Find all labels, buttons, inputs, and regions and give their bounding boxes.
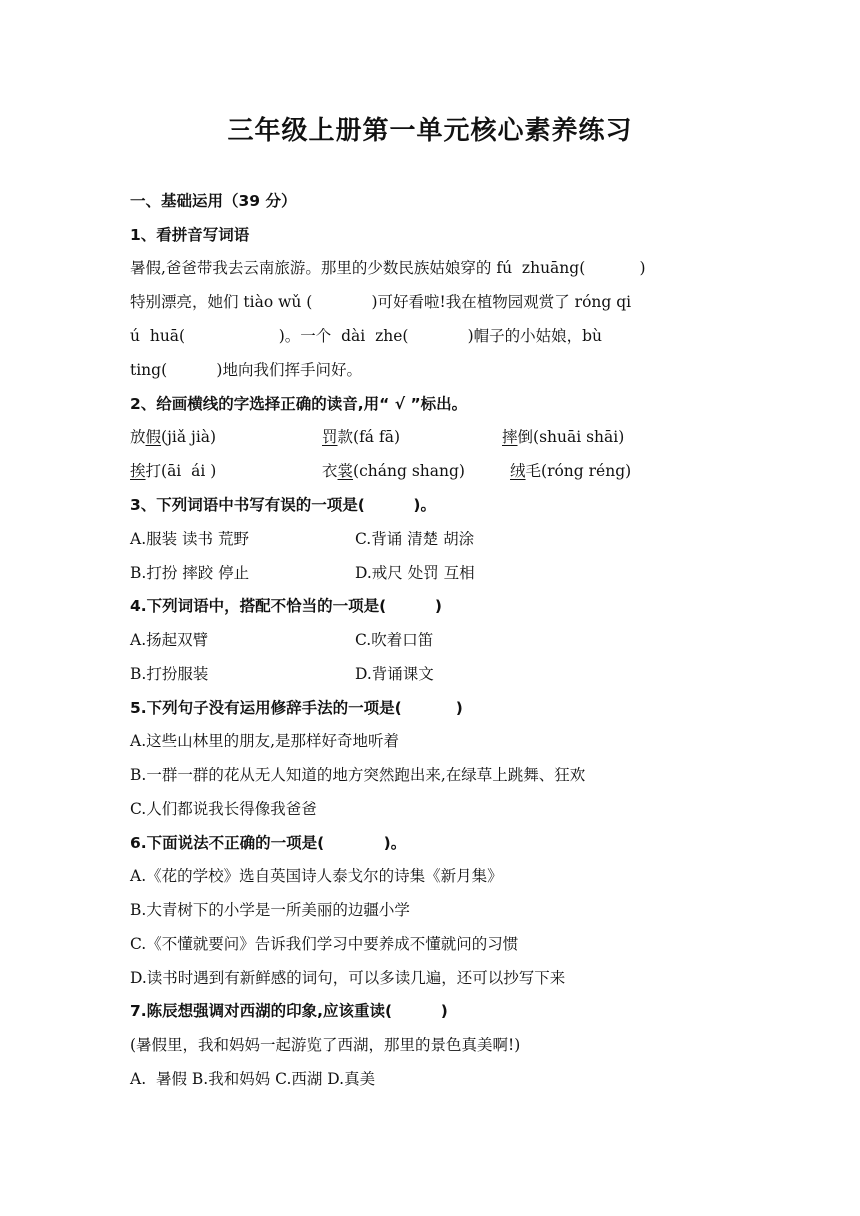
q6-option: A.《花的学校》选自英国诗人泰戈尔的诗集《新月集》: [130, 867, 503, 885]
q3-option: C.背诵 清楚 胡涂: [355, 530, 475, 548]
section-1-heading: 一、基础运用（39 分）: [130, 192, 297, 210]
q2-item: 绒毛(róng réng): [510, 462, 632, 480]
page-title: 三年级上册第一单元核心素养练习: [227, 116, 633, 146]
q2-heading: 2、给画横线的字选择正确的读音,用“ √ ”标出。: [130, 395, 468, 413]
q2-item: 放假(jiǎ jià): [130, 428, 217, 446]
q5-option: B.一群一群的花从无人知道的地方突然跑出来,在绿草上跳舞、狂欢: [130, 766, 586, 784]
q6-option: B.大青树下的小学是一所美丽的边疆小学: [130, 901, 410, 919]
q1-line-4: ting( )地向我们挥手问好。: [130, 361, 362, 379]
q4-option: D.背诵课文: [355, 665, 434, 683]
q2-item: 衣裳(cháng shang): [322, 462, 465, 480]
q3-option: A.服装 读书 荒野: [130, 530, 249, 548]
q6-heading: 6.下面说法不正确的一项是( )。: [130, 834, 407, 852]
q1-line-2: 特别漂亮，她们 tiào wǔ ( )可好看啦!我在植物园观赏了 róng qi: [130, 293, 632, 311]
q4-option: C.吹着口笛: [355, 631, 434, 649]
q4-heading: 4.下列词语中，搭配不恰当的一项是( ): [130, 597, 442, 615]
q3-heading: 3、下列词语中书写有误的一项是( )。: [130, 496, 437, 514]
q6-option: C.《不懂就要问》告诉我们学习中要养成不懂就问的习惯: [130, 935, 519, 953]
q4-option: B.打扮服装: [130, 665, 209, 683]
q5-heading: 5.下列句子没有运用修辞手法的一项是( ): [130, 699, 463, 717]
q3-option: B.打扮 摔跤 停止: [130, 564, 250, 582]
q2-item: 罚款(fá fā): [322, 428, 400, 446]
q7-options: A. 暑假 B.我和妈妈 C.西湖 D.真美: [130, 1070, 376, 1088]
q3-option: D.戒尺 处罚 互相: [355, 564, 475, 582]
q7-sentence: (暑假里，我和妈妈一起游览了西湖，那里的景色真美啊!): [130, 1036, 521, 1054]
q5-option: A.这些山林里的朋友,是那样好奇地听着: [130, 732, 400, 750]
q6-option: D.读书时遇到有新鲜感的词句，可以多读几遍，还可以抄写下来: [130, 969, 566, 987]
q7-heading: 7.陈辰想强调对西湖的印象,应该重读( ): [130, 1002, 448, 1020]
q1-heading: 1、看拼音写词语: [130, 226, 250, 244]
q2-item: 挨打(āi ái ): [130, 462, 217, 480]
q5-option: C.人们都说我长得像我爸爸: [130, 800, 317, 818]
q2-item: 摔倒(shuāi shāi): [502, 428, 625, 446]
q1-line-3: ú huā( )。一个 dài zhe( )帽子的小姑娘，bù: [130, 327, 603, 345]
q1-line-1: 暑假,爸爸带我去云南旅游。那里的少数民族姑娘穿的 fú zhuāng( ): [130, 259, 646, 277]
q4-option: A.扬起双臂: [130, 631, 209, 649]
